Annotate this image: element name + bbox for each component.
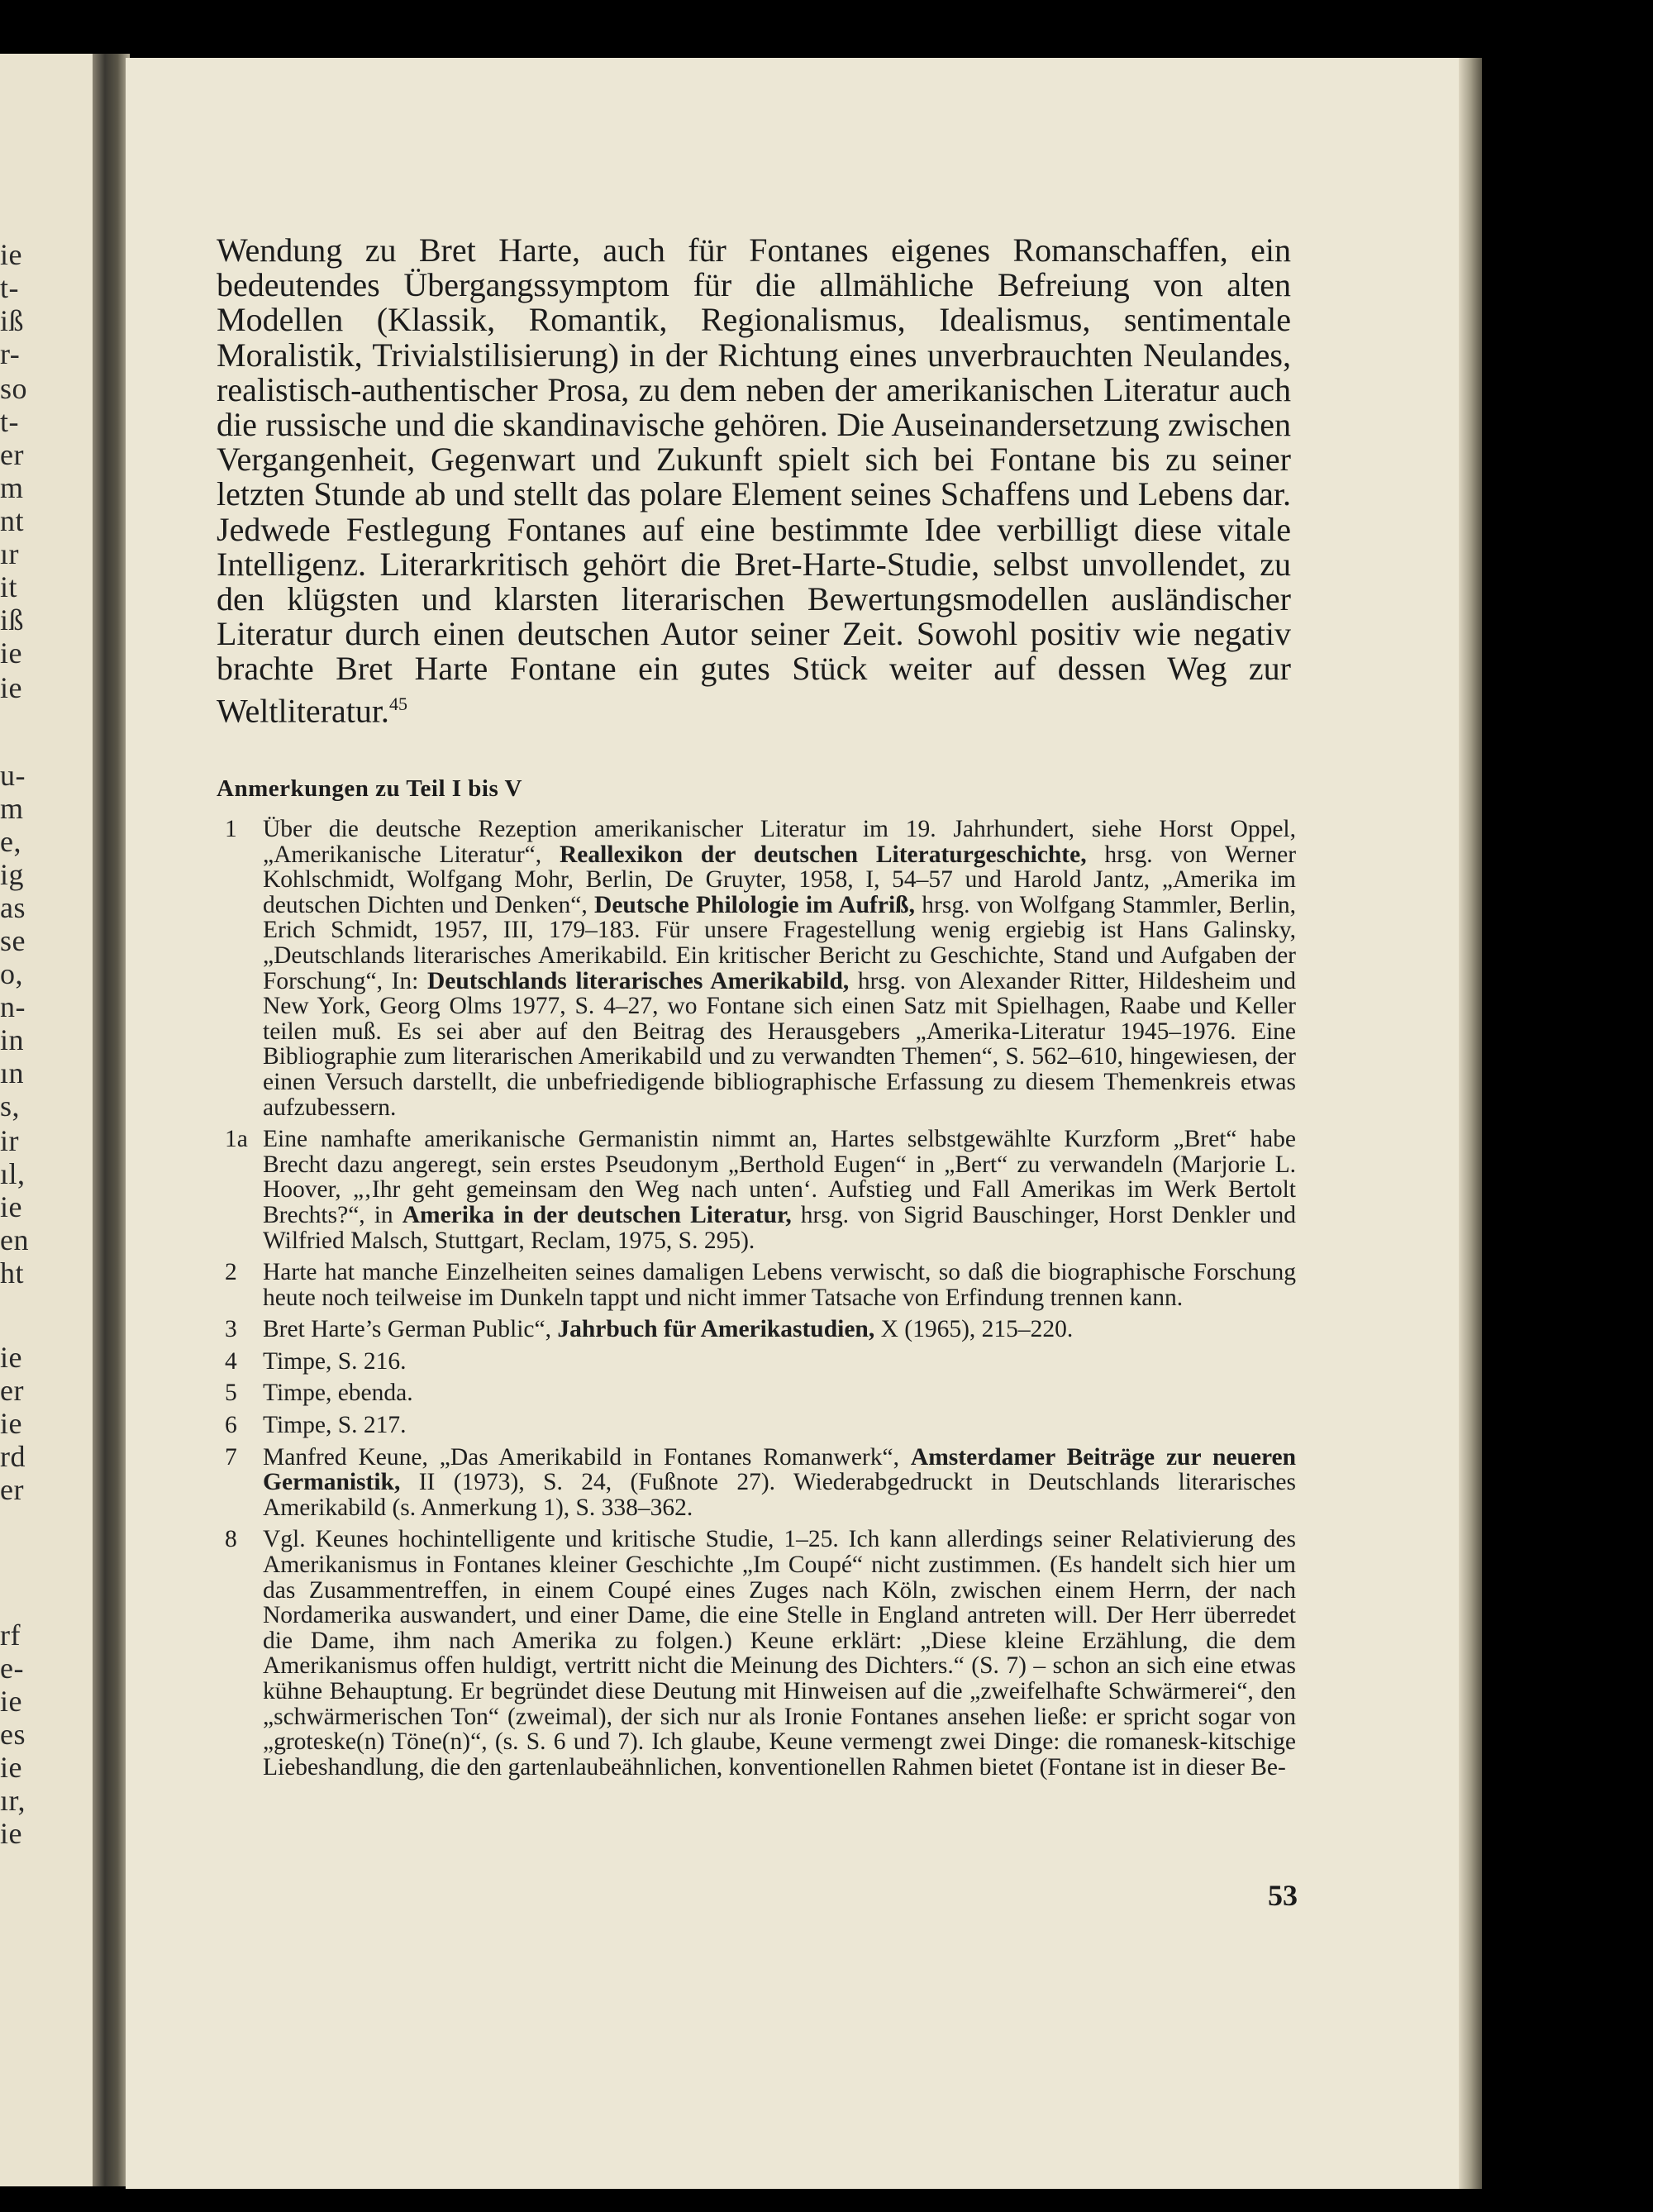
left-page-fragment: es [0,1718,26,1751]
note-number: 7 [225,1443,237,1471]
left-page-fragment: ie [0,1407,22,1440]
left-page-fragment: u- [0,759,26,792]
note-text [263,1349,1296,1375]
note-text [263,1317,1296,1342]
note-text-segment: X (1965), 215–220. [874,1316,1074,1343]
left-page-fragment: ie [0,1341,22,1374]
notes-list [225,817,1296,1786]
note-item [225,1260,1296,1310]
left-page-fragment: m [0,792,24,825]
left-page-fragment: ıl, [0,1157,26,1190]
left-page-fragment: ın [0,1056,25,1089]
note-text-segment: hrsg. von Alexander Ritter, Hildesheim und New York, Georg Olms 1977, S. 4–27, wo Fontane sich einen Satz mit Spielhagen, Raabe und Keller teilen muß. Es sei aber auf den Beitrag des Herausgebers „Amerika-Literatur 1945–1976. Eine Bibliographie zum literarischen Amerikabild und zu verwandten Themen“, S. 562–610, hingewiesen, der einen Versuch darstellt, die unbefriedigende bibliographische Erfassung zu diesem Themenkreis etwas aufzubessern. [263,967,1296,1121]
note-number: 5 [225,1380,237,1407]
note-number: 4 [225,1347,237,1375]
left-page-fragment: s, [0,1089,21,1123]
left-page-fragment: in [0,1023,25,1056]
page-right-edge [1459,58,1482,2189]
note-item [225,1127,1296,1253]
left-page-fragment: ie [0,1751,22,1784]
left-page-fragment: nt [0,504,25,537]
left-page-fragment: en [0,1223,29,1256]
note-number: 6 [225,1412,237,1439]
left-page-edge [0,54,101,2186]
note-title: Amsterdamer Beiträge zur neueren Germanistik, [263,1443,1296,1496]
note-item [225,1445,1296,1521]
note-item [225,1380,1296,1406]
left-page-fragment: ie [0,636,22,670]
note-number: 3 [225,1316,237,1343]
note-text-segment: Bret Harte’s German Public“, [263,1316,558,1343]
left-page-fragment: ie [0,1685,22,1718]
left-page-fragment: r- [0,337,21,370]
left-page-fragment: e- [0,1652,24,1685]
note-number: 1 [225,816,237,842]
note-item [225,817,1296,1120]
note-text-segment: Über die deutsche Rezeption amerikanischer Literatur im 19. Jahrhundert, siehe Horst Oppel, „Amerikanische Literatur“, [263,816,1296,868]
note-item [225,1349,1296,1375]
body-paragraph [217,233,1291,728]
left-page-fragment: ır, [0,1784,26,1817]
left-page-fragment: ie [0,671,22,704]
note-text-segment: Harte hat manche Einzelheiten seines damaligen Lebens verwischt, so daß die biographische Forschung heute noch teilweise im Dunkeln tappt und nicht immer Tatsache von Erfindung trennen kann. [263,1259,1296,1311]
note-text [263,1127,1296,1253]
left-page-fragment: se [0,924,26,957]
left-page-fragment: iß [0,603,25,636]
left-page-fragment: n- [0,990,26,1023]
note-text [263,1527,1296,1780]
note-text [263,1445,1296,1521]
left-page-fragment: m [0,471,24,504]
note-text [263,817,1296,1120]
note-item [225,1413,1296,1438]
note-text [263,1260,1296,1310]
note-text-segment: hrsg. von Wolfgang Stammler, Berlin, Erich Schmidt, 1957, III, 179–183. Für unsere Fragestellung wenig ergiebig ist Hans Galinsky, „Deutschlands literarisches Amerikabild. Ein kritischer Bericht zu Geschichte, Stand und Aufgaben der Forschung“, In: [263,891,1296,994]
note-text-segment: Timpe, ebenda. [263,1380,413,1407]
left-page-fragment: ht [0,1256,25,1290]
note-text [263,1380,1296,1406]
left-page-fragment: e, [0,825,21,858]
left-page-fragment: as [0,891,26,924]
note-number: 8 [225,1526,237,1553]
left-page-fragment: ie [0,238,22,271]
left-page-fragment: so [0,372,28,405]
left-page-fragment: t- [0,271,19,304]
note-text-segment: hrsg. von Sigrid Bauschinger, Horst Denkler und Wilfried Malsch, Stuttgart, Reclam, 1975, S. 295). [263,1201,1296,1254]
footnote-ref: 45 [388,693,407,714]
left-page-fragment: ig [0,858,25,891]
note-text-segment: Vgl. Keunes hochintelligente und kritische Studie, 1–25. Ich kann allerdings seiner Relativierung des Amerikanismus in Fontanes kleiner Geschichte „Im Coupé“ nicht zustimmen. (Es handelt sich hier um das Zusammentreffen, in einem Coupé eines Zuges nach Köln, zwischen einem Herrn, der nach Nordamerika auswandert, und einer Dame, die eine Stelle in England antreten will. Der Herr überredet die Dame, ihm nach Amerika zu folgen.) Keune erklärt: „Diese kleine Erzählung, die dem Amerikanismus offen huldigt, vertritt nicht die Meinung des Dichters.“ (S. 7) – schon an sich eine etwas kühne Behauptung. Er begründet diese Deutung mit Hinweisen auf die „zweifelhafte Schwärmerei“, den „schwärmerischen Ton“ (zweimal), der sich nur als Ironie Fontanes ansehen ließe: er spricht sogar von „groteske(n) Töne(n)“, (s. S. 6 und 7). Ich glaube, Keune vermengt zwei Dinge: die romanesk-kitschige Liebeshandlung, die den gartenlaubeähnlichen, konventionellen Rahmen bietet (Fontane ist in dieser Be- [263,1526,1296,1781]
note-title: Reallexikon der deutschen Literaturgeschichte, [559,841,1087,868]
note-text-segment: Manfred Keune, „Das Amerikabild in Fontanes Romanwerk“, [263,1443,911,1471]
note-text-segment: hrsg. von Werner Kohlschmidt, Wolfgang Mohr, Berlin, De Gruyter, 1958, I, 54–57 und Harold Jantz, „Amerika im deutschen Dichten und Denken“, [263,841,1297,918]
left-page-fragment: it [0,570,18,603]
notes-heading: Anmerkungen zu Teil I bis V [217,775,522,802]
note-item [225,1317,1296,1342]
left-page-fragment: er [0,438,24,471]
left-page-fragment: er [0,1374,24,1407]
left-page-fragment: ie [0,1817,22,1850]
note-text [263,1413,1296,1438]
page-number: 53 [1268,1879,1298,1912]
left-page-fragment: t- [0,405,19,438]
note-title: Amerika in der deutschen Literatur, [402,1201,792,1228]
left-page-fragment: er [0,1473,24,1506]
note-text-segment: Timpe, S. 217. [263,1412,407,1439]
note-title: Deutschlands literarisches Amerikabild, [426,967,850,994]
left-page-fragment: rd [0,1440,26,1473]
left-page-fragment: o, [0,957,23,990]
note-title: Jahrbuch für Amerikastudien, [557,1316,875,1343]
note-item [225,1527,1296,1780]
note-text-segment: Timpe, S. 216. [263,1347,407,1375]
left-page-fragment: ir [0,1124,19,1157]
left-page-fragment: ır [0,537,19,570]
note-title: Deutsche Philologie im Aufriß, [594,891,915,918]
body-paragraph-text: Wendung zu Bret Harte, auch für Fontanes eigenes Romanschaffen, ein bedeutendes Übergangssymptom für die allmähliche Befreiung von alten Modellen (Klassik, Romantik, Regionalismus, Idealismus, sentimentale Moralistik, Trivialstilisierung) in der Richtung eines unverbrauchten Neulandes, realistisch-authentischer Prosa, zu dem neben der amerikanischen Literatur auch die russische und die skandinavische gehören. Die Auseinandersetzung zwischen Vergangenheit, Gegenwart und Zukunft spielt sich bei Fontane bis zu seiner letzten Stunde ab und stellt das polare Element seines Schaffens und Lebens dar. Jedwede Festlegung Fontanes auf eine bestimmte Idee verbilligt diese vitale Intelligenz. Literarkritisch gehört die Bret-Harte-Studie, selbst unvollendet, zu den klügsten und klarsten literarischen Bewertungsmodellen ausländischer Literatur durch einen deutschen Autor seiner Zeit. Sowohl positiv wie negativ brachte Bret Harte Fontane ein gutes Stück weiter auf dessen Weg zur Weltliteratur. [217,231,1291,729]
note-text-segment: II (1973), S. 24, (Fußnote 27). Wiederabgedruckt in Deutschlands literarisches Amerikabild (s. Anmerkung 1), S. 338–362. [263,1469,1296,1521]
left-page-fragment: rf [0,1618,21,1652]
note-number: 1a [225,1126,248,1153]
note-number: 2 [225,1259,237,1286]
left-page-fragment: ie [0,1190,22,1223]
left-page-fragment: iß [0,304,25,337]
book-gutter [93,54,130,2186]
note-text-segment: Eine namhafte amerikanische Germanistin nimmt an, Hartes selbstgewählte Kurzform „Bret“ habe Brecht dazu angeregt, sein erstes Pseudonym „Berthold Eugen“ in „Bert“ zu verwandeln (Marjorie L. Hoover, „‚Ihr geht gemeinsam den Weg nach unten‘. Aufstieg und Fall Amerikas im Werk Bertolt Brechts?“, in [263,1126,1296,1228]
